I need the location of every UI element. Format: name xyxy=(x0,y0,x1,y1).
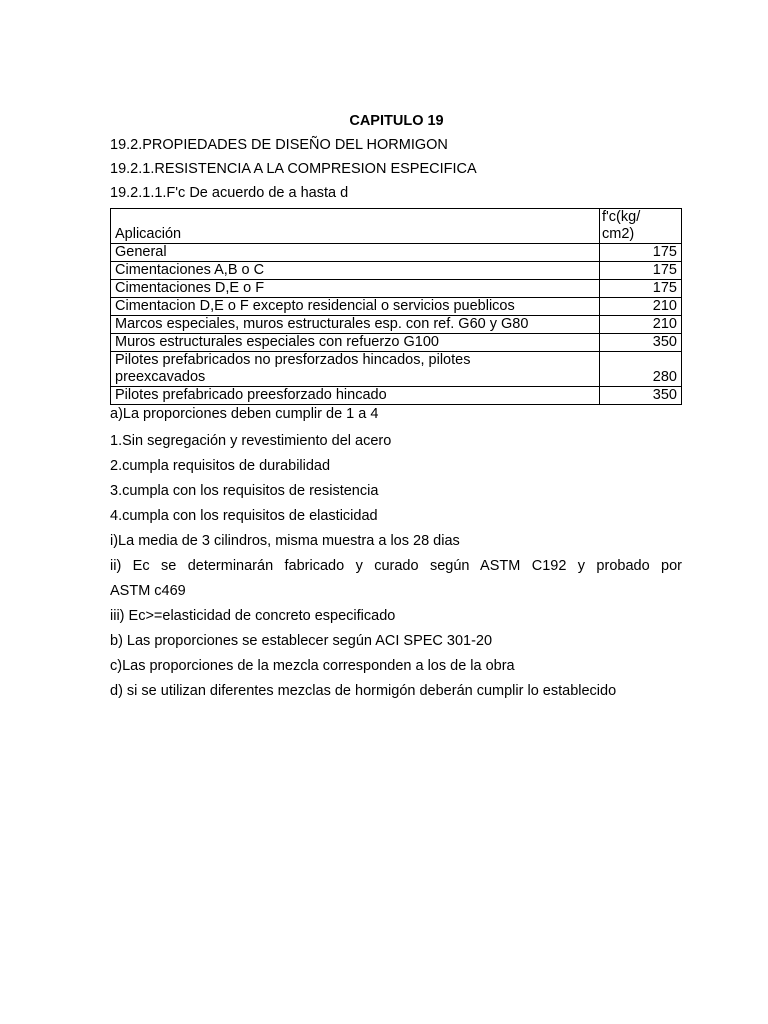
note-1: 1.Sin segregación y revestimiento del acero xyxy=(110,433,392,449)
compressive-strength-table xyxy=(110,208,682,405)
row-value: 350 xyxy=(600,334,682,352)
table-row xyxy=(111,298,682,316)
table-row xyxy=(111,387,682,405)
section-heading: 19.2.PROPIEDADES DE DISEÑO DEL HORMIGON xyxy=(110,137,448,153)
row-application: Cimentacion D,E o F excepto residencial o servicios pueblicos xyxy=(111,298,600,316)
table-row xyxy=(111,262,682,280)
note-a: a)La proporciones deben cumplir de 1 a 4 xyxy=(110,406,379,422)
table-header-row xyxy=(111,209,682,244)
row-value: 210 xyxy=(600,298,682,316)
subsection-heading: 19.2.1.RESISTENCIA A LA COMPRESION ESPECIFICA xyxy=(110,161,477,177)
table-row xyxy=(111,280,682,298)
row-application: Cimentaciones A,B o C xyxy=(111,262,600,280)
row-application xyxy=(111,352,600,387)
header-value-line1: f'c(kg/ xyxy=(602,209,641,225)
row-application-line1: Pilotes prefabricados no presforzados hincados, pilotes xyxy=(115,352,471,368)
row-value: 175 xyxy=(600,244,682,262)
row-application: Cimentaciones D,E o F xyxy=(111,280,600,298)
row-value: 350 xyxy=(600,387,682,405)
note-3: 3.cumpla con los requisitos de resistencia xyxy=(110,483,379,499)
subsubsection-heading: 19.2.1.1.F'c De acuerdo de a hasta d xyxy=(110,185,349,201)
notes-list xyxy=(110,405,682,704)
header-application: Aplicación xyxy=(111,209,600,244)
table-row xyxy=(111,352,682,387)
note-d: d) si se utilizan diferentes mezclas de hormigón deberán cumplir lo establecido xyxy=(110,683,617,699)
row-value: 175 xyxy=(600,280,682,298)
note-4: 4.cumpla con los requisitos de elasticidad xyxy=(110,508,378,524)
row-value: 175 xyxy=(600,262,682,280)
row-application: Marcos especiales, muros estructurales esp. con ref. G60 y G80 xyxy=(111,316,600,334)
header-value xyxy=(600,209,682,244)
row-application: General xyxy=(111,244,600,262)
note-ii-continued: ASTM c469 xyxy=(110,583,186,599)
note-i: i)La media de 3 cilindros, misma muestra a los 28 dias xyxy=(110,533,460,549)
note-ii: ii) Ec se determinarán fabricado y curado según ASTM C192 y probado por xyxy=(110,558,682,574)
chapter-title: CAPITULO 19 xyxy=(349,113,444,129)
note-c: c)Las proporciones de la mezcla corresponden a los de la obra xyxy=(110,658,515,674)
row-application: Pilotes prefabricado preesforzado hincado xyxy=(111,387,600,405)
row-application: Muros estructurales especiales con refuerzo G100 xyxy=(111,334,600,352)
document-page xyxy=(110,110,682,704)
note-2: 2.cumpla requisitos de durabilidad xyxy=(110,458,331,474)
note-iii: iii) Ec>=elasticidad de concreto especificado xyxy=(110,608,396,624)
table-row xyxy=(111,316,682,334)
table-row xyxy=(111,334,682,352)
row-value: 210 xyxy=(600,316,682,334)
row-value: 280 xyxy=(600,352,682,387)
row-application-line2: preexcavados xyxy=(115,369,206,385)
note-b: b) Las proporciones se establecer según ACI SPEC 301-20 xyxy=(110,633,493,649)
table-row xyxy=(111,244,682,262)
header-value-line2: cm2) xyxy=(602,226,635,242)
